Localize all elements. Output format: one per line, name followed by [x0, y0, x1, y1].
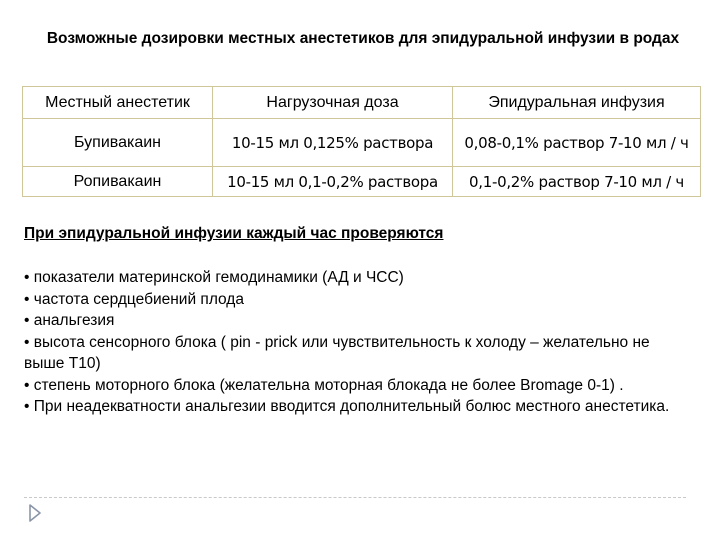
table-header-epidural-infusion: Эпидуральная инфузия	[453, 87, 701, 119]
list-item-text: показатели материнской гемодинамики (АД и ЧСС)	[33, 269, 404, 286]
list-item-text: анальгезия	[33, 312, 115, 329]
monitoring-list	[24, 267, 694, 418]
table-header-row	[23, 87, 701, 119]
table-cell-loading-dose: 10-15 мл 0,1-0,2% раствора	[213, 167, 453, 197]
list-item	[24, 396, 694, 418]
list-item	[24, 332, 694, 375]
list-item	[24, 289, 694, 311]
table-header-loading-dose: Нагрузочная доза	[213, 87, 453, 119]
chevron-right-icon[interactable]	[28, 504, 42, 522]
bullet-mark: •	[24, 290, 30, 308]
list-item	[24, 310, 694, 332]
bullet-mark: •	[24, 376, 30, 394]
table-cell-epidural-infusion: 0,08-0,1% раствор 7-10 мл / ч	[453, 119, 701, 167]
table-cell-loading-dose: 10-15 мл 0,125% раствора	[213, 119, 453, 167]
table-cell-anesthetic: Ропивакаин	[23, 167, 213, 197]
list-item-text: высота сенсорного блока ( pin - prick или чувствительность к холоду – желательно не выше Т10)	[24, 333, 650, 372]
table-header-anesthetic: Местный анестетик	[23, 87, 213, 119]
dosage-table	[22, 86, 701, 197]
table-cell-epidural-infusion: 0,1-0,2% раствор 7-10 мл / ч	[453, 167, 701, 197]
slide-title: Возможные дозировки местных анестетиков для эпидуральной инфузии в родах	[46, 30, 680, 47]
bullet-mark: •	[24, 333, 30, 351]
table-row	[23, 167, 701, 197]
list-item-text: При неадекватности анальгезии вводится дополнительный болюс местного анестетика.	[33, 398, 670, 415]
bullet-mark: •	[24, 269, 30, 286]
bullet-mark: •	[24, 398, 30, 415]
table-row	[23, 119, 701, 167]
list-item	[24, 375, 694, 397]
list-item-text: частота сердцебиений плода	[33, 290, 244, 308]
bullet-mark: •	[24, 312, 30, 329]
footer-divider	[24, 497, 686, 498]
table-cell-anesthetic: Бупивакаин	[23, 119, 213, 167]
list-item	[24, 267, 694, 289]
section-heading: При эпидуральной инфузии каждый час проверяются	[24, 225, 444, 242]
list-item-text: степень моторного блока (желательна моторная блокада не более Bromage 0-1) .	[33, 376, 624, 394]
